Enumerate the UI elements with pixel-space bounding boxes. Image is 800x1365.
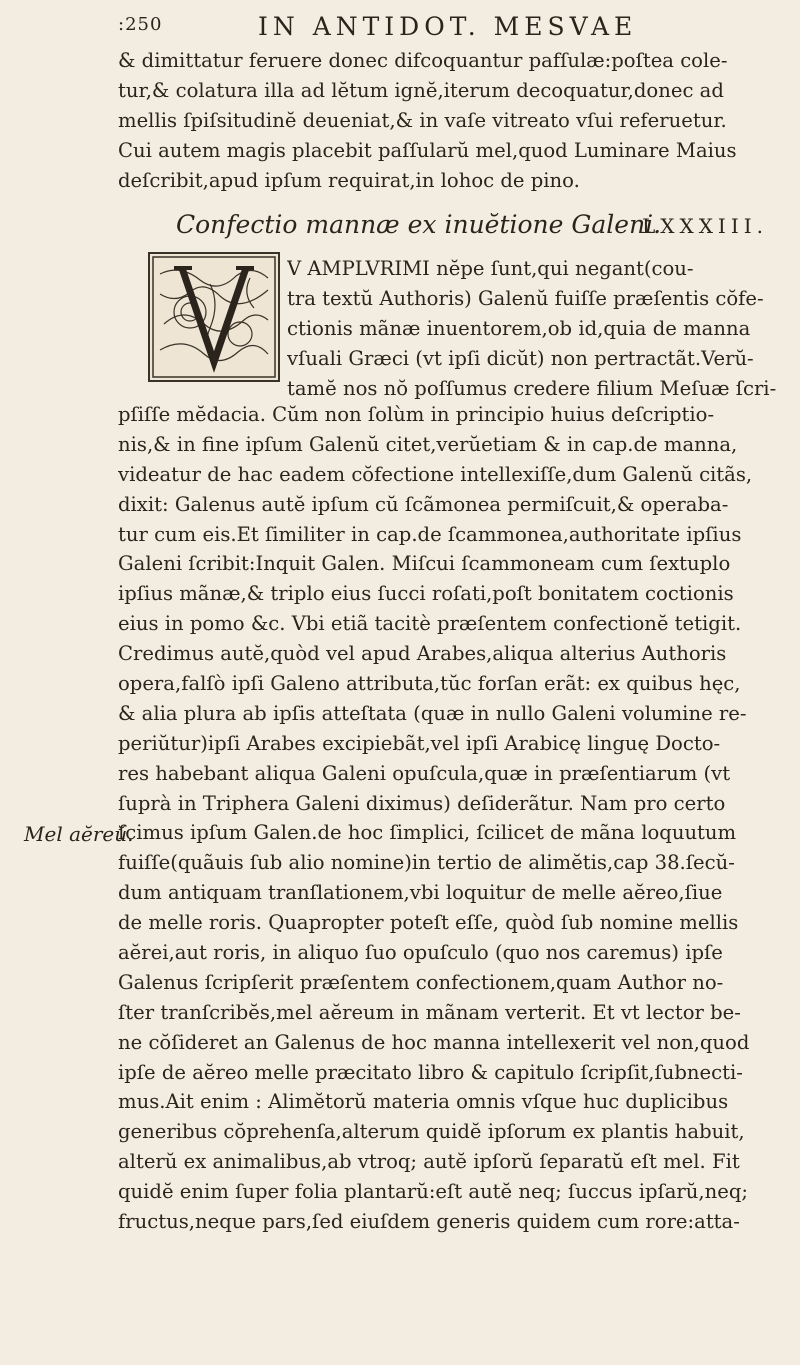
text-line: nis,& in fine ipſum Galenŭ citet,verŭetiam & in cap.de manna, <box>118 432 738 456</box>
section-numeral: LXXXIII. <box>641 214 768 238</box>
text-line: dixit: Galenus autĕ ipſum cŭ ſcãmonea permiſcuit,& operaba- <box>118 492 729 516</box>
text-line: tamĕ nos nŏ poſſumus credere filium Meſuæ ſcri- <box>287 377 777 400</box>
text-line: ſter tranſcribĕs,mel aĕreum in mãnam verterit. Et vt lector be- <box>118 1000 741 1024</box>
text-line: vſuali Græci (vt ipſi dicŭt) non pertractãt.Verŭ- <box>287 347 754 370</box>
text-line: mus.Ait enim : Alimĕtorŭ materia omnis vſque huc duplicibus <box>118 1090 729 1114</box>
text-line: fuiſſe(quãuis ſub alio nomine)in tertio de alimĕtis,cap 38.ſecŭ- <box>118 851 735 875</box>
text-line: Galeni ſcribit:Inquit Galen. Miſcui ſcammoneam cum ſextuplo <box>118 552 731 576</box>
main-paragraph <box>118 400 778 1237</box>
page-header <box>118 12 790 42</box>
text-line: tra textŭ Authoris) Galenŭ fuiſſe præſentis cŏfe- <box>287 287 764 310</box>
text-line: Cui autem magis placebit paſſularŭ mel,quod Luminare Maius <box>118 138 737 162</box>
text-line: eius in pomo &c. Vbi etiã tacitè præſentem confectionĕ tetigit. <box>118 612 742 636</box>
text-line: ne cŏſideret an Galenus de hoc manna intellexerit vel non,quod <box>118 1030 750 1054</box>
text-line: videatur de hac eadem cŏfectione intellexiſſe,dum Galenŭ citãs, <box>118 462 753 486</box>
text-line: generibus cŏprehenſa,alterum quidĕ ipſorum ex plantis habuit, <box>118 1120 745 1144</box>
text-line: aĕrei,aut roris, in aliquo ſuo opuſculo (quo nos caremus) ipſe <box>118 941 723 965</box>
text-line: ctionis mãnæ inuentorem,ob id,quia de manna <box>287 317 751 340</box>
text-line: dum antiquam tranſlationem,vbi loquitur de melle aĕreo,ſiue <box>118 881 723 905</box>
text-line: Credimus autĕ,quòd vel apud Arabes,aliqua alterius Authoris <box>118 642 727 666</box>
text-line: de melle roris. Quapropter poteſt eſſe, quòd ſub nomine mellis <box>118 911 739 935</box>
text-line: fructus,neque pars,ſed eiuſdem generis quidem cum rore:atta- <box>118 1210 740 1234</box>
text-line: ſuprà in Triphera Galeni diximus) deſiderãtur. Nam pro certo <box>118 791 726 815</box>
text-line: tur cum eis.Et ſimiliter in cap.de ſcammonea,authoritate ipſius <box>118 522 742 546</box>
text-line: & dimittatur feruere donec difcoquantur pafſulæ:poſtea cole- <box>118 49 728 72</box>
top-paragraph <box>118 46 778 195</box>
section-title: Confectio mannæ ex inuĕtione Galeni. <box>176 210 662 239</box>
text-line: periŭtur)ipſi Arabes excipiebãt,vel ipſi Arabicę linguę Docto- <box>118 731 721 755</box>
text-line: opera,falſò ipſi Galeno attributa,tŭc forſan erãt: ex quibus hęc, <box>118 672 741 696</box>
text-line: quidĕ enim ſuper folia plantarŭ:eſt autĕ neq; ſuccus ipſarŭ,neq; <box>118 1180 749 1204</box>
text-line: tur,& colatura illa ad lĕtum ignĕ,iterum decoquatur,donec ad <box>118 78 724 102</box>
margin-note: Mel aĕreŭ. <box>24 822 134 846</box>
initial-paragraph-lines <box>287 254 777 404</box>
running-head: IN ANTIDOT. MESVAE <box>258 12 638 41</box>
text-line: V AMPLVRIMI nĕpe ſunt,qui negant(cou- <box>287 257 694 280</box>
text-line: Galenus ſcripſerit præſentem confectionem,quam Author no- <box>118 970 724 994</box>
text-line: ipſius mãnæ,& triplo eius ſucci roſati,poſt bonitatem coctionis <box>118 582 734 606</box>
section-heading <box>176 210 776 250</box>
folio-number: :250 <box>118 14 163 35</box>
text-line: alterŭ ex animalibus,ab vtroq; autĕ ipſorŭ ſeparatŭ eſt mel. Fit <box>118 1150 740 1174</box>
text-line: ipſe de aĕreo melle præcitato libro & capitulo ſcripſit,ſubnecti- <box>118 1060 743 1084</box>
text-line: ſcimus ipſum Galen.de hoc ſimplici, ſcilicet de mãna loquutum <box>118 821 737 845</box>
decorated-initial-icon <box>148 252 280 382</box>
text-line: pſiſſe mĕdacia. Cŭm non ſolùm in principio huius deſcriptio- <box>118 403 715 426</box>
text-line: mellis ſpiſsitudinĕ deueniat,& in vaſe vitreato vſui referuetur. <box>118 108 727 132</box>
text-line: deſcribit,apud ipſum requirat,in lohoc de pino. <box>118 168 580 192</box>
text-line: & alia plura ab ipſis atteſtata (quæ in nullo Galeni volumine re- <box>118 701 747 725</box>
text-line: res habebant aliqua Galeni opuſcula,quæ in præſentiarum (vt <box>118 761 731 785</box>
